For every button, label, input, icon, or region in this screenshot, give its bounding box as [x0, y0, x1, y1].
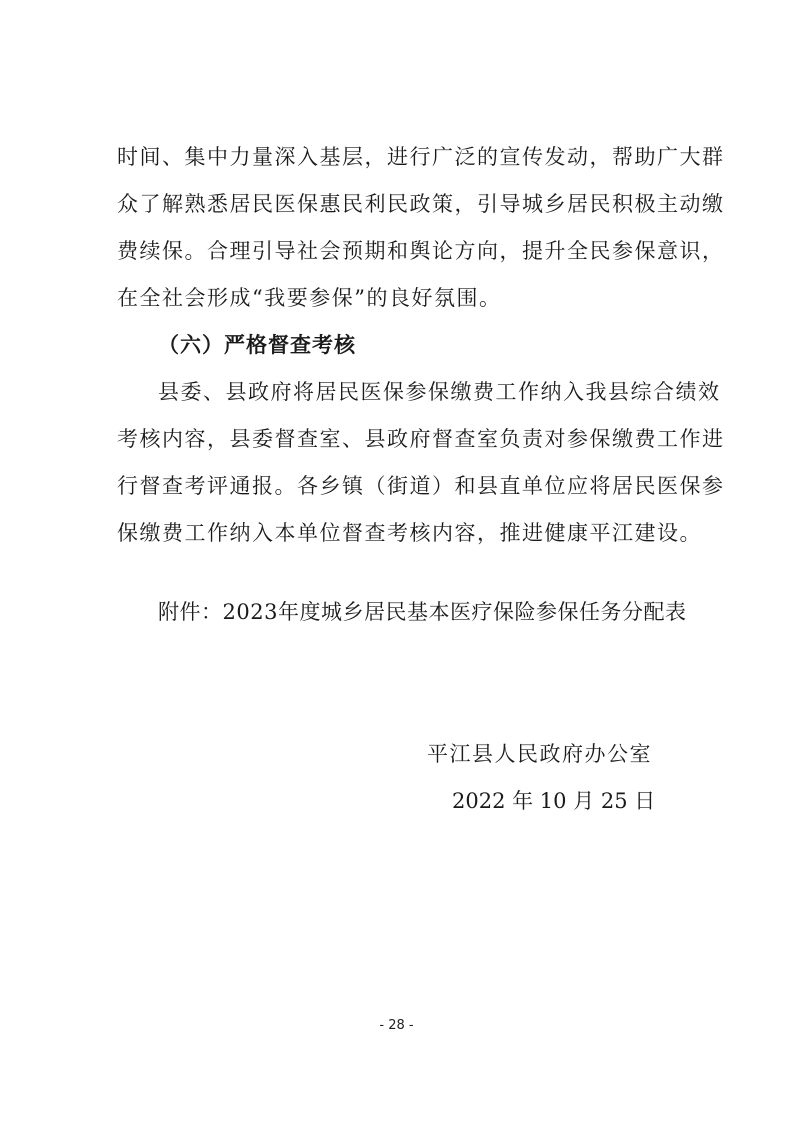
- para2-line-1: 县委、县政府将居民医保参保缴费工作纳入我县综合绩效: [158, 380, 721, 404]
- issue-date: 2022 年 10 月 25 日: [452, 789, 656, 813]
- para1-line-2: 众了解熟悉居民医保惠民利民政策，引导城乡居民积极主动缴: [117, 192, 725, 216]
- para2-line-3: 行督查考评通报。各乡镇（街道）和县直单位应将居民医保参: [117, 474, 725, 498]
- para1-line-3: 费续保。合理引导社会预期和舆论方向，提升全民参保意识，: [117, 239, 725, 263]
- para2-line-2: 考核内容，县委督查室、县政府督查室负责对参保缴费工作进: [117, 427, 725, 451]
- para1-line-1: 时间、集中力量深入基层，进行广泛的宣传发动，帮助广大群: [117, 145, 725, 169]
- attachment-line: 附件：2023年度城乡居民基本医疗保险参保任务分配表: [158, 600, 687, 624]
- para1-line-4: 在全社会形成“我要参保”的良好氛围。: [117, 286, 502, 310]
- page-number: - 28 -: [379, 1018, 414, 1033]
- para2-line-4: 保缴费工作纳入本单位督查考核内容，推进健康平江建设。: [117, 521, 702, 545]
- section-heading: （六）严格督查考核: [158, 332, 356, 357]
- issuer-name: 平江县人民政府办公室: [427, 742, 652, 766]
